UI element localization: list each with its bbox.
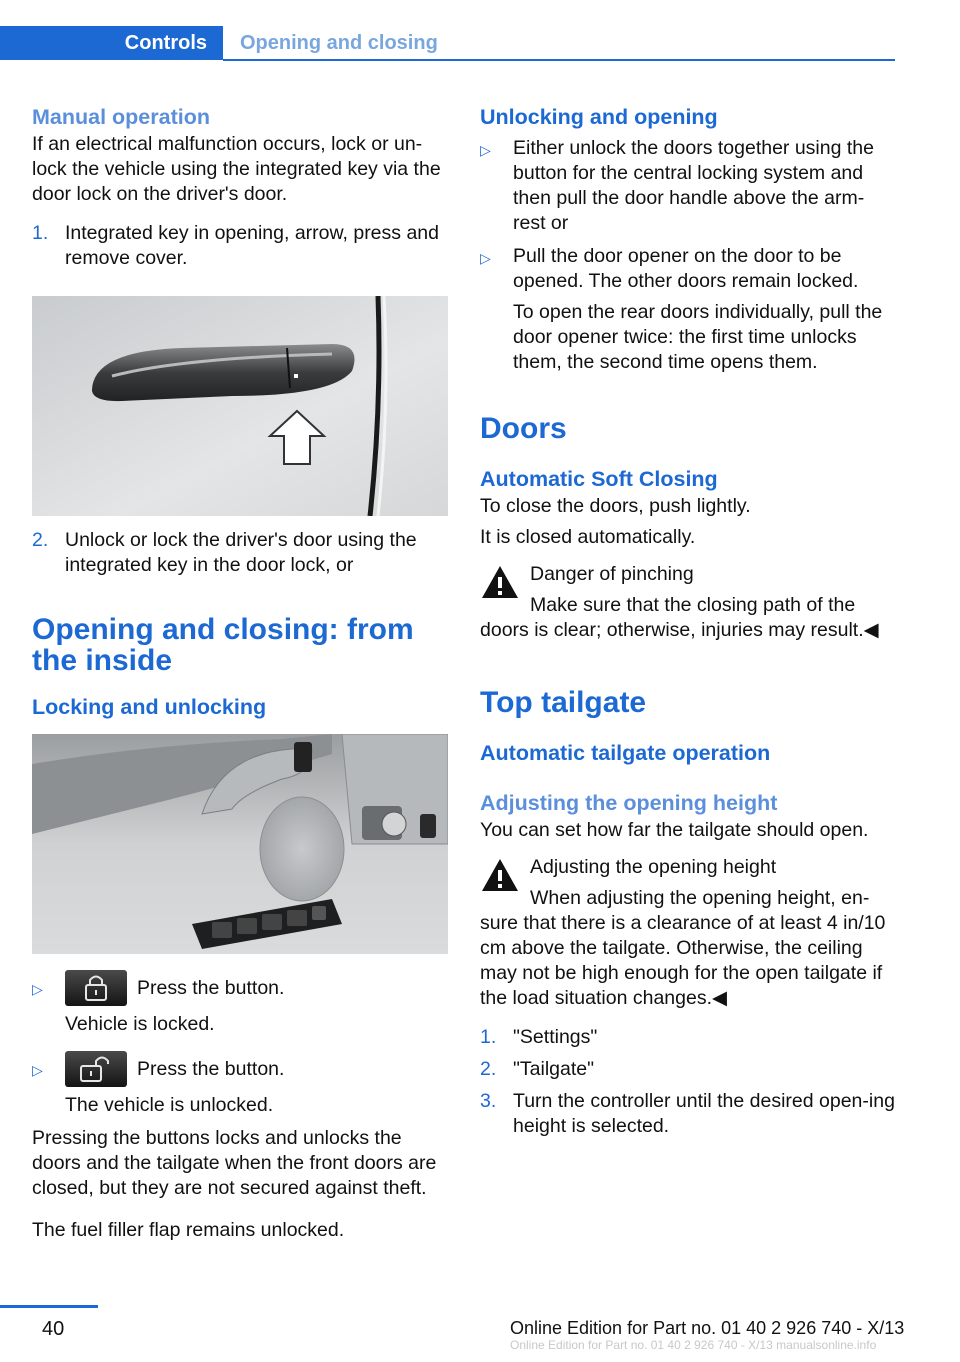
step-item bbox=[480, 1025, 896, 1050]
step-number: 2. bbox=[480, 1058, 497, 1080]
tailgate-heading: Top tailgate bbox=[480, 686, 647, 719]
warning-block bbox=[480, 855, 896, 880]
list-item bbox=[480, 244, 896, 294]
warning-text: Make sure that the closing path of the doors is clear; otherwise, injuries may result.◀ bbox=[480, 594, 879, 641]
paragraph: The fuel filler flap remains unlocked. bbox=[32, 1219, 345, 1241]
warning-title: Danger of pinching bbox=[530, 563, 694, 585]
page-number: 40 bbox=[42, 1318, 65, 1340]
step-item bbox=[32, 528, 448, 578]
step-text: "Settings" bbox=[513, 1026, 598, 1048]
locking-heading: Locking and unlocking bbox=[32, 695, 267, 719]
door-handle-photo bbox=[32, 296, 448, 516]
paragraph: Pressing the buttons locks and unlocks the doors and the tailgate when the front doors are closed, but they are not secured against theft. bbox=[32, 1127, 437, 1199]
paragraph: To close the doors, push lightly. bbox=[480, 495, 751, 517]
header-rule bbox=[223, 59, 895, 61]
bullet-marker: ▷ bbox=[32, 980, 43, 997]
paragraph: It is closed automatically. bbox=[480, 526, 696, 548]
bullet-text: Either unlock the doors together using the button for the central locking system and then pull the door handle above the arm-rest or bbox=[513, 137, 874, 234]
bullet-action-text: Press the button. bbox=[137, 976, 285, 999]
bullet-text: Pull the door opener on the door to be opened. The other doors remain locked. bbox=[513, 245, 859, 292]
soft-closing-heading: Automatic Soft Closing bbox=[480, 467, 718, 491]
auto-tailgate-heading: Automatic tailgate operation bbox=[480, 741, 771, 765]
warning-text: When adjusting the opening height, en-sure that there is a clearance of at least 4 in/10 cm above the tailgate. Otherwise, the ceiling may not be high enough for the open tailgate if the load situation changes.◀ bbox=[480, 887, 886, 1009]
watermark: Online Edition for Part no. 01 40 2 926 740 - X/13 manualsonline.info bbox=[510, 1338, 877, 1352]
bullet-marker: ▷ bbox=[32, 1061, 43, 1078]
step-number: 1. bbox=[32, 222, 49, 244]
manual-operation-heading: Manual operation bbox=[32, 105, 210, 129]
door-panel-photo bbox=[32, 734, 448, 954]
warning-title: Adjusting the opening height bbox=[530, 856, 777, 878]
bullet-extra-text: To open the rear doors individually, pull the door opener twice: the first time unlocks them, the second time opens them. bbox=[513, 301, 883, 373]
footer-rule bbox=[0, 1305, 98, 1308]
bullet-marker: ▷ bbox=[480, 142, 491, 158]
opening-height-heading: Adjusting the opening height bbox=[480, 791, 778, 815]
doors-heading: Doors bbox=[480, 412, 567, 445]
section-tab[interactable]: Opening and closing bbox=[240, 32, 438, 54]
warning-icon bbox=[480, 857, 520, 893]
bullet-result-text: The vehicle is unlocked. bbox=[65, 1094, 274, 1116]
bullet-marker: ▷ bbox=[480, 250, 491, 266]
step-text: Turn the controller until the desired open-ing height is selected. bbox=[513, 1090, 895, 1137]
step-item bbox=[480, 1089, 896, 1139]
step-number: 2. bbox=[32, 529, 49, 551]
step-item bbox=[480, 1057, 896, 1082]
step-item bbox=[32, 221, 448, 271]
section-heading: Opening and closing: from the inside bbox=[32, 613, 414, 677]
step-number: 3. bbox=[480, 1090, 497, 1112]
edition-text: Online Edition for Part no. 01 40 2 926 740 - X/13 bbox=[510, 1318, 905, 1338]
unlocking-heading: Unlocking and opening bbox=[480, 105, 718, 129]
step-number: 1. bbox=[480, 1026, 497, 1048]
warning-icon bbox=[480, 564, 520, 600]
list-item bbox=[32, 1051, 448, 1087]
left-column bbox=[32, 100, 448, 1243]
chapter-tab[interactable]: Controls bbox=[0, 26, 223, 60]
right-column bbox=[480, 100, 896, 1139]
list-item bbox=[480, 136, 896, 236]
paragraph: You can set how far the tailgate should open. bbox=[480, 819, 869, 841]
step-text: "Tailgate" bbox=[513, 1058, 595, 1080]
page-header bbox=[0, 26, 895, 62]
lock-closed-icon[interactable] bbox=[65, 970, 127, 1006]
manual-operation-text: If an electrical malfunction occurs, lock or un-lock the vehicle using the integrated key via the door lock on the driver's door. bbox=[32, 133, 441, 205]
bullet-action-text: Press the button. bbox=[137, 1057, 285, 1080]
step-text: Unlock or lock the driver's door using the integrated key in the door lock, or bbox=[65, 529, 417, 576]
step-text: Integrated key in opening, arrow, press and remove cover. bbox=[65, 222, 439, 269]
lock-open-icon[interactable] bbox=[65, 1051, 127, 1087]
list-item bbox=[32, 970, 448, 1006]
bullet-result-text: Vehicle is locked. bbox=[65, 1013, 215, 1035]
warning-block bbox=[480, 562, 896, 587]
